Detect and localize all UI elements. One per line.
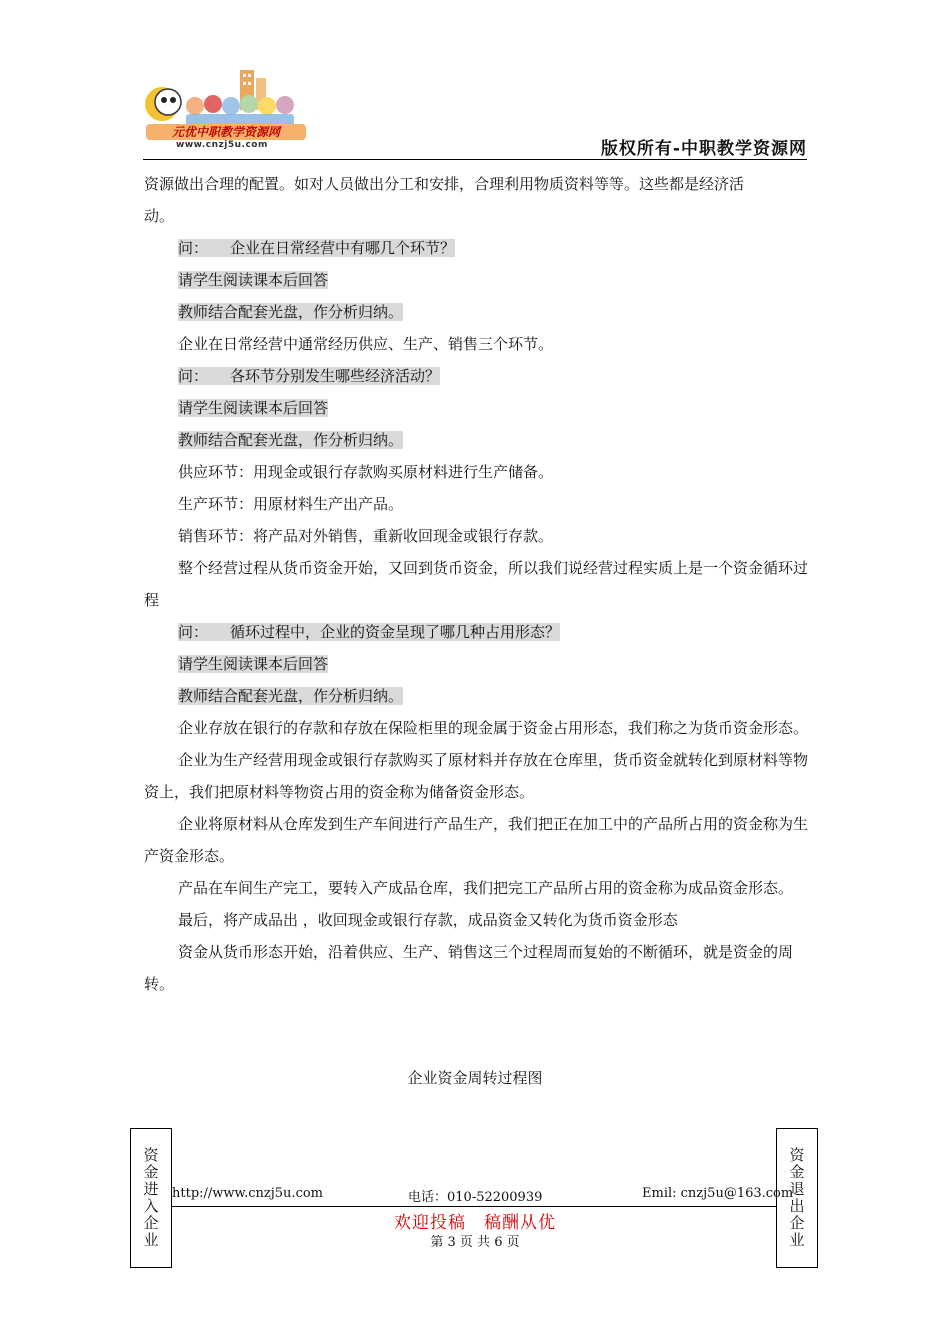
footer-phone: 电话：010-52200939 (408, 1190, 543, 1205)
question-text: 各环节分别发生哪些经济活动？ (230, 367, 441, 385)
student-instruction: 请学生阅读课本后回答 (178, 399, 329, 417)
question-label: 问： (178, 239, 209, 257)
reserve-form-paragraph: 企业为生产经营用现金或银行存款购买了原材料并存放在仓库里，货币资金就转化到原材料等物资上，我们把原材料等物资占用的资金称为储备资金形态。 (144, 751, 809, 801)
question-text: 企业在日常经营中有哪几个环节？ (230, 239, 456, 257)
copyright-title: 版权所有-中职教学资源网 (600, 139, 807, 159)
document-body (144, 168, 808, 1000)
diagram-caption: 企业资金周转过程图 (407, 1069, 543, 1087)
paragraph-line: 动。 (144, 207, 175, 225)
finally-paragraph: 最后，将产成品出 ，收回现金或银行存款，成品资金又转化为货币资金形态 (178, 911, 678, 929)
capital-inflow-label: 资金进入企业 (141, 1147, 160, 1249)
question-2 (144, 360, 808, 392)
page-number: 第 3 页 共 6 页 (430, 1235, 520, 1250)
footer-slogan: 欢迎投稿 稿酬从优 (394, 1213, 556, 1233)
footer-divider (172, 1206, 776, 1207)
paragraph-line: 资源做出合理的配置。如对人员做出分工和安排，合理利用物质资料等等。这些都是经济活 (144, 175, 745, 193)
production-stage: 生产环节：用原材料生产出产品。 (178, 495, 404, 513)
question-label: 问： (178, 623, 209, 641)
question-1 (144, 232, 808, 264)
student-instruction: 请学生阅读课本后回答 (178, 655, 329, 673)
teacher-instruction: 教师结合配套光盘，作分析归纳。 (178, 303, 404, 321)
question-3 (144, 616, 808, 648)
supply-stage: 供应环节：用现金或银行存款购买原材料进行生产储备。 (178, 463, 554, 481)
turnover-paragraph: 资金从货币形态开始，沿着供应、生产、销售这三个过程周而复始的不断循环，就是资金的周转。 (144, 943, 794, 993)
teacher-instruction: 教师结合配套光盘，作分析归纳。 (178, 431, 404, 449)
answer-paragraph: 企业在日常经营中通常经历供应、生产、销售三个环节。 (178, 335, 554, 353)
capital-outflow-label: 资金退出企业 (787, 1147, 806, 1249)
footer-url-link[interactable]: http://www.cnzj5u.com (172, 1186, 323, 1201)
header-divider (143, 159, 807, 160)
logo-url: www.cnzj5u.com (176, 140, 268, 150)
finished-form-paragraph: 产品在车间生产完工，要转入产成品仓库，我们把完工产品所占用的资金称为成品资金形态。 (178, 879, 794, 897)
question-label: 问： (178, 367, 209, 385)
sales-stage: 销售环节：将产品对外销售，重新收回现金或银行存款。 (178, 527, 554, 545)
student-instruction: 请学生阅读课本后回答 (178, 271, 329, 289)
cycle-paragraph: 整个经营过程从货币资金开始，又回到货币资金，所以我们说经营过程实质上是一个资金循环过程 (144, 559, 809, 609)
monetary-form-paragraph: 企业存放在银行的存款和存放在保险柜里的现金属于资金占用形态，我们称之为货币资金形态。 (178, 719, 809, 737)
production-form-paragraph: 企业将原材料从仓库发到生产车间进行产品生产，我们把正在加工中的产品所占用的资金称为生产资金形态。 (144, 815, 809, 865)
svg-text:元优中职教学资源网: 元优中职教学资源网 (171, 125, 281, 139)
footer-email[interactable]: Emil: cnzj5u@163.com (642, 1186, 794, 1201)
teacher-instruction: 教师结合配套光盘，作分析归纳。 (178, 687, 404, 705)
question-text: 循环过程中，企业的资金呈现了哪几种占用形态？ (230, 623, 561, 641)
